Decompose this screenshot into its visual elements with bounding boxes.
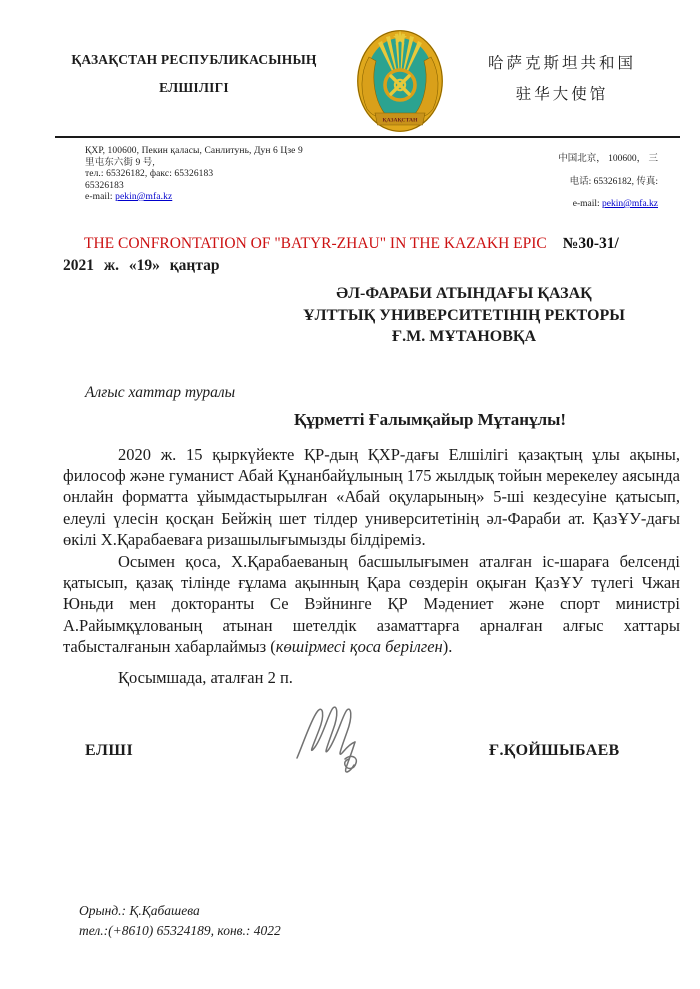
addressee-line3: Ғ.М. МҰТАНОВҚА [391,328,537,345]
executor-line: Орынд.: Қ.Қабашева [79,903,200,918]
addressee-line1: ӘЛ-ФАРАБИ АТЫНДАҒЫ ҚАЗАҚ [336,285,592,302]
address-line [558,193,658,216]
embassy-email-link[interactable]: pekin@mfa.kz [115,192,173,202]
address-line: 中国北京， 100600， 三 [558,154,658,164]
kazakhstan-emblem-icon [356,29,444,133]
address-line: 里屯东六街 9 号, [85,157,155,168]
reference-subject-en: THE CONFRONTATION OF "BATYR-ZHAU" IN THE KAZAKH EPIC [84,235,547,252]
salutation: Құрметті Ғалымқайыр Мұтанұлы! [293,409,567,429]
ambassador-name: Ғ.ҚОЙШЫБАЕВ [489,741,620,759]
embassy-name-chinese [464,48,660,110]
emblem-banner-text: ҚАЗАҚСТАН [382,117,418,124]
signature-row [0,702,700,794]
executor-phone: тел.:(+8610) 65324189, конв.: 4022 [79,923,281,938]
address-line: ҚХР, 100600, Пекин қаласы, Санлитунь, Дун 6 Цзе 9 [85,146,303,156]
address-line: 65326183 [85,180,124,191]
email-label: e-mail: [85,192,116,202]
ambassador-title: ЕЛШІ [85,741,134,759]
email-label: e-mail: [572,199,603,209]
address-line: тел.: 65326182, факс: 65326183 [85,169,214,179]
reference-number: №30-31/ [562,235,619,252]
embassy-name-chinese-line1: 哈萨克斯坦共和国 [487,54,636,72]
reference-date: 2021 ж. «19» қаңтар [63,257,220,274]
body-paragraph-1: 2020 ж. 15 қыркүйекте ҚР-дың ҚХР-дағы Елшілігі қазақтың ұлы ақыны, философ және гуманист Абай Құнанбайұлының 175 жылдық тойын мерекелеу аясында онлайн форматта ұйымдастырылған «Абай оқуларының» 5-ші кездесуіне қатысып, елеулі үлесін қосқан Бейжің шет тілдер университетінің әл-Фараби ат. ҚазҰУ-дағы өкілі Х.Қарабаеваға ризашылығымызды білдіреміз. [63,444,680,550]
executor-footer [79,901,281,941]
letterhead [0,0,700,136]
body-paragraph-2 [63,551,680,658]
signature-scribble [293,702,375,780]
embassy-name-kazakh-line1: ҚАЗАҚСТАН РЕСПУБЛИКАСЫНЫҢ [71,52,317,67]
embassy-name-kazakh-line2: ЕЛШІЛІГІ [159,80,229,95]
embassy-address-chinese [558,148,658,216]
addressee-block [283,283,645,348]
body-paragraph-2-italic: көшірмесі қоса берілген [275,637,443,657]
body-paragraph-2-text: Осымен қоса, Х.Қарабаеваның басшылығымен аталған іс-шараға белсенді қатысып, қазақ тілінде ғұлама ақынның Қара сөздерін оқыған ҚазҰУ түлегі Чжан Юньди мен докторанты Се Вэйнинге ҚР Мәдениет және спорт министрі А.Райымқұлованың атынан шетелдік азаматтарға арналған алғыс хаттары табысталғанын хабарлаймыз ( [63,551,680,657]
embassy-name-kazakh [70,46,318,102]
attachment-note: Қосымшада, аталған 2 п. [118,667,293,687]
embassy-address-kazakh [85,146,303,204]
embassy-email-link[interactable]: pekin@mfa.kz [602,199,658,209]
reference-line [84,234,700,253]
address-line [85,192,303,204]
reference-block [63,234,700,275]
addressee-line2: ҰЛТТЫҚ УНИВЕРСИТЕТІНІҢ РЕКТОРЫ [303,306,625,324]
embassy-name-chinese-line2: 驻华大使馆 [515,85,609,103]
body-paragraph-2-end: ). [442,637,453,657]
subject-line: Алғыс хаттар туралы [85,383,236,401]
header-divider [55,136,680,138]
contact-section [0,146,700,222]
address-line: 电话: 65326182, 传真: [569,176,658,187]
